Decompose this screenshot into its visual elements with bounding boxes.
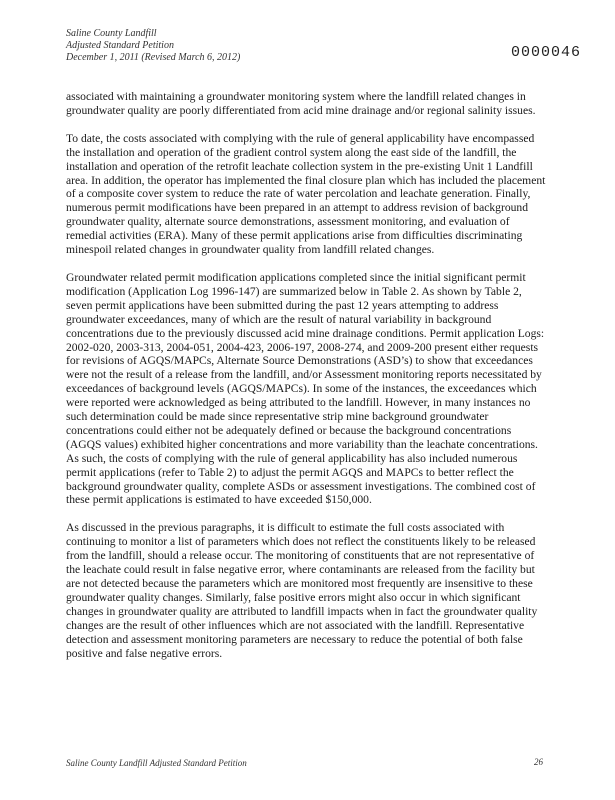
paragraph: To date, the costs associated with complying with the rule of general applicability have encompassed the installation and operation of the gradient control system along the east side of the landfill, the installation and operation of the retrofit leachate collection system in the pre-existing Unit 1 Landfill area. In addition, the operator has implemented the final closure plan which has included the placement of a composite cover system to reduce the rate of water percolation and leachate generation. Finally, numerous permit modifications have been prepared in an attempt to address revision of background groundwater quality, alternate source demonstrations, assessment monitoring, and evaluation of remedial activities (ERA). Many of these permit applications arise from difficulties discriminating minespoil related changes in groundwater quality from landfill related changes. (66, 131, 546, 257)
paragraph: As discussed in the previous paragraphs, it is difficult to estimate the full costs associated with continuing to monitor a list of parameters which does not reflect the constituents likely to be released from the landfill, should a release occur. The monitoring of constituents that are not representative of the leachate could result in false negative error, where contaminants are released from the facility but are not detected because the parameters which are monitored most frequently are insensitive to these groundwater quality changes. Similarly, false positive errors might also occur in which significant changes in groundwater quality are attributed to landfill impacts when in fact the groundwater quality changes are the result of other influences which are not associated with the landfill. Representative detection and assessment monitoring parameters are necessary to reduce the potential of both false positive and false negative errors. (66, 521, 538, 660)
document-header (66, 28, 240, 64)
page-number: 26 (534, 757, 543, 767)
header-line-subtitle: Adjusted Standard Petition (66, 40, 174, 51)
paragraph: Groundwater related permit modification applications completed since the initial significant permit modification (Application Log 1996-147) are summarized below in Table 2. As shown by Table 2, seven permit applications have been submitted during the past 12 years attempting to address groundwater exceedances, many of which are the result of natural variability in background concentrations due to the previously discussed acid mine drainage conditions. Permit application Logs: 2002-020, 2003-313, 2004-051, 2004-423, 2006-197, 2008-274, and 2009-200 present either requests for revisions of AGQS/MAPCs, Alternate Source Demonstrations (ASD’s) to show that exceedances were not the result of a release from the landfill, and/or Assessment monitoring reports necessitated by exceedances of background levels (AGQS/MAPCs). In some of the instances, the exceedances which were reported were acknowledged as being attributed to the landfill. However, in many instances no such determination could be made since representative strip mine background groundwater concentrations could either not be adequately defined or because the background concentrations (AGQS values) exhibited higher concentrations and more variability than the leachate concentrations. As such, the costs of complying with the rule of general applicability has also included numerous permit applications (refer to Table 2) to adjust the permit AGQS and MAPCs to better reflect the background groundwater quality, complete ASDs or assessment investigations. The combined cost of these permit applications is estimated to have exceeded $150,000. (66, 270, 545, 507)
body-text (66, 90, 548, 674)
page-footer: Saline County Landfill Adjusted Standard Petition (66, 758, 247, 768)
header-line-title: Saline County Landfill (66, 28, 157, 39)
header-line-date: December 1, 2011 (Revised March 6, 2012) (66, 52, 241, 63)
bates-number: 0000046 (511, 44, 582, 61)
paragraph: associated with maintaining a groundwater monitoring system where the landfill related changes in groundwater quality are poorly differentiated from acid mine drainage and/or regional salinity issues. (66, 90, 536, 117)
